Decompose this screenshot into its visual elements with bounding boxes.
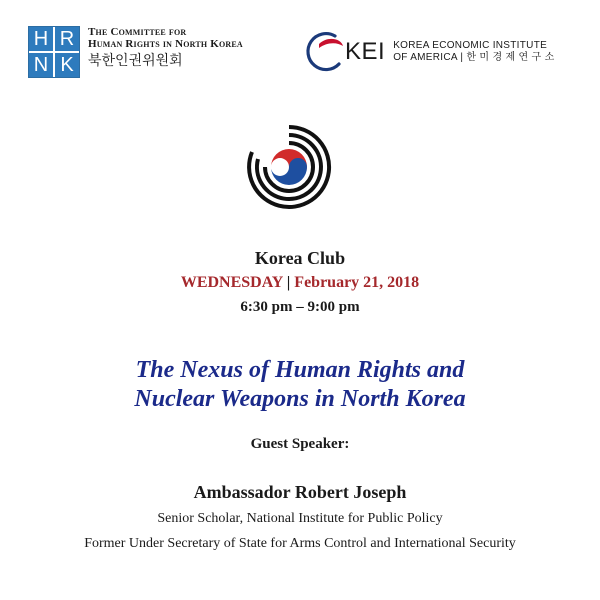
hrnk-letter-r: R xyxy=(55,27,79,51)
korea-club-emblem-icon xyxy=(246,124,332,210)
kei-name-block xyxy=(393,40,554,64)
kei-logo xyxy=(305,30,555,74)
speaker-role-current: Senior Scholar, National Institute for Public Policy xyxy=(157,511,443,526)
speaker-name: Ambassador Robert Joseph xyxy=(193,482,407,502)
hrnk-letter-grid xyxy=(28,26,80,78)
kei-swoosh-icon xyxy=(305,30,347,74)
event-title-line2: Nuclear Weapons in North Korea xyxy=(134,386,466,412)
hrnk-letter-n: N xyxy=(29,53,53,77)
kei-wordmark: KEI xyxy=(345,38,386,65)
hrnk-korean-name: 북한인권위원회 xyxy=(88,53,183,69)
event-date: February 21, 2018 xyxy=(294,274,420,291)
event-title xyxy=(0,356,600,414)
kei-name-line2: OF AMERICA | 한 미 경 제 연 구 소 xyxy=(393,52,555,63)
speaker-role-former: Former Under Secretary of State for Arms Control and International Security xyxy=(84,536,516,551)
hrnk-name-block xyxy=(88,26,243,70)
hrnk-name-line2: Human Rights in North Korea xyxy=(88,38,243,50)
event-club-name: Korea Club xyxy=(254,248,346,268)
event-date-row xyxy=(0,274,600,292)
kei-name-line1: KOREA ECONOMIC INSTITUTE xyxy=(393,40,548,51)
hrnk-letter-h: H xyxy=(29,27,53,51)
guest-speaker-label: Guest Speaker: xyxy=(250,436,350,452)
event-day: WEDNESDAY xyxy=(180,274,283,291)
event-time: 6:30 pm – 9:00 pm xyxy=(240,299,360,315)
event-date-separator: | xyxy=(286,274,291,291)
hrnk-name-line1: The Committee for xyxy=(88,26,187,38)
hrnk-logo xyxy=(28,26,243,78)
event-title-line1: The Nexus of Human Rights and xyxy=(135,357,465,383)
hrnk-letter-k: K xyxy=(55,53,79,77)
